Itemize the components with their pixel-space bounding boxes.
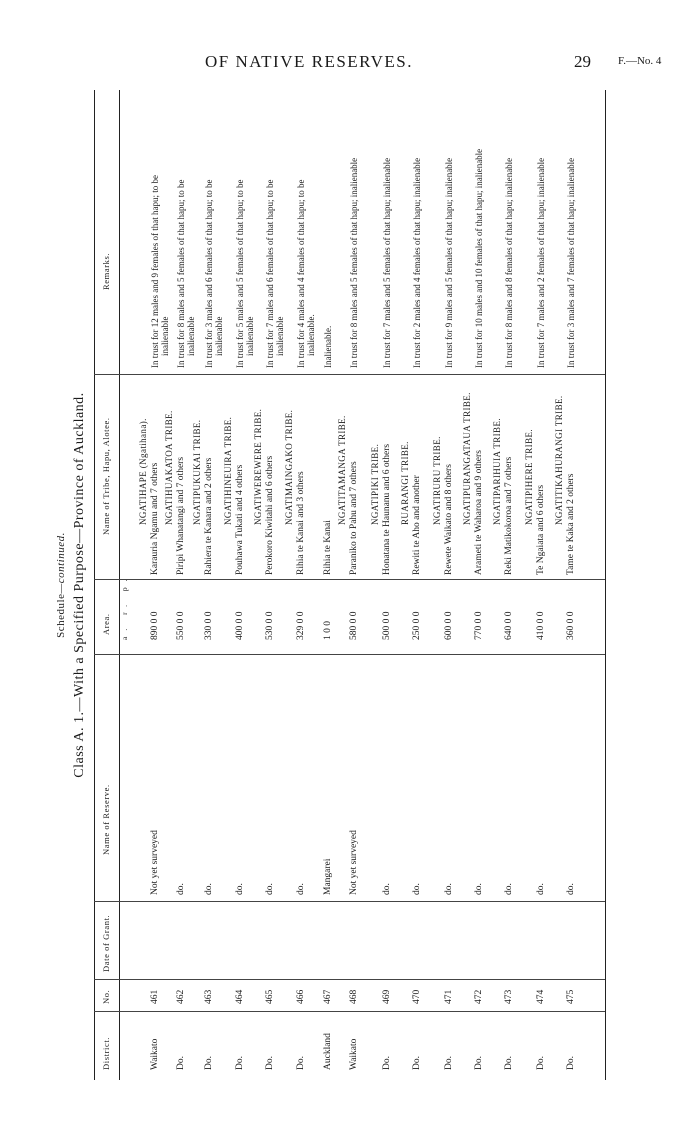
cell-allotee: Rewete Waikato and 8 others	[444, 464, 454, 575]
cell-allotee: Tame te Kaka and 2 others	[566, 473, 576, 575]
cell-district: Waikato	[349, 1038, 359, 1070]
cell-remarks: In trust for 2 males and 4 females of that hapu; inalienable	[412, 157, 422, 368]
cell-reserve: do.	[235, 883, 245, 895]
cell-no: 464	[235, 989, 245, 1004]
cell-remarks: In trust for 5 males and 5 females of that hapu; to be	[235, 179, 245, 368]
cell-reserve: Not yet surveyed	[349, 830, 359, 895]
cell-area: 400 0 0	[235, 611, 245, 640]
table-bottom-rule	[605, 90, 606, 1080]
header-no: No.	[101, 989, 111, 1004]
cell-tribe-name: RUARANGI TRIBE.	[400, 441, 410, 525]
cell-tribe-name: NGATIPIKI TRIBE.	[370, 443, 380, 525]
cell-district: Do.	[474, 1056, 484, 1070]
cell-tribe-name: NGATIPARIHUIA TRIBE.	[492, 417, 502, 525]
cell-district: Do.	[536, 1056, 546, 1070]
cell-area: 250 0 0	[412, 611, 422, 640]
cell-district: Do.	[382, 1056, 392, 1070]
cell-no: 475	[566, 989, 576, 1004]
cell-remarks: In trust for 10 males and 10 females of that hapu; inalienable	[474, 148, 484, 368]
cell-district: Do.	[296, 1056, 306, 1070]
header-remarks: Remarks.	[101, 252, 111, 290]
cell-no: 471	[444, 989, 454, 1004]
cell-remarks: In trust for 3 males and 7 females of that hapu; inalienable	[566, 157, 576, 368]
table-row	[192, 90, 222, 1080]
cell-tribe-name: NGATIHUAKATOA TRIBE.	[164, 410, 174, 525]
cell-allotee: Te Ngaiata and 6 others	[536, 484, 546, 575]
table-row	[164, 90, 194, 1080]
cell-no: 468	[349, 989, 359, 1004]
cell-remarks: In trust for 12 males and 9 females of that hapu; to be	[150, 175, 160, 368]
cell-remarks: Inalienable.	[323, 325, 333, 368]
cell-district: Do.	[235, 1056, 245, 1070]
cell-allotee: Rahiera te Kanara and 2 others	[204, 457, 214, 575]
cell-area: 330 0 0	[204, 611, 214, 640]
header-tribe: Name of Tribe, Hapu, Alotee.	[101, 417, 111, 535]
table-row	[524, 90, 554, 1080]
cell-no: 465	[265, 989, 275, 1004]
cell-reserve: do.	[504, 883, 514, 895]
cell-no: 467	[323, 989, 333, 1004]
cell-no: 463	[204, 989, 214, 1004]
cell-remarks: In trust for 8 males and 5 females of that hapu; inalienable	[349, 157, 359, 368]
cell-reserve: do.	[382, 883, 392, 895]
cell-reserve: do.	[412, 883, 422, 895]
cell-area: 530 0 0	[265, 611, 275, 640]
cell-allotee: Paraniko to Pahu and 7 others	[349, 461, 359, 575]
cell-reserve: do.	[265, 883, 275, 895]
rotated-schedule	[55, 90, 610, 1080]
cell-tribe-name: NGATIWEREWERE TRIBE.	[253, 408, 263, 525]
cell-tribe-name: NGATIPIHERE TRIBE.	[524, 428, 534, 525]
table-row	[223, 90, 253, 1080]
table-row	[370, 90, 400, 1080]
cell-reserve: do.	[204, 883, 214, 895]
cell-area: 329 0 0	[296, 611, 306, 640]
cell-remarks: In trust for 9 males and 5 females of that hapu; inalienable	[444, 157, 454, 368]
page-header	[0, 52, 700, 76]
cell-allotee: Pouhawa Tukati and 4 others	[235, 464, 245, 575]
cell-area: 1 0 0	[323, 621, 333, 640]
cell-tribe-name: NGATITIKAHURANGI TRIBE.	[554, 395, 564, 525]
schedule-title-plain: Schedule	[55, 593, 67, 638]
cell-no: 474	[536, 989, 546, 1004]
cell-tribe-name: NGATIHAPE (Ngatihana).	[138, 418, 148, 525]
cell-area: 890 0 0	[150, 611, 160, 640]
cell-allotee: Karauria Ngamu and 7 others	[150, 462, 160, 575]
cell-allotee: Honatana te Haunanu and 6 others	[382, 443, 392, 575]
cell-remarks-cont: inalienable	[160, 316, 170, 356]
cell-allotee: Piripi Whanatangi and 7 others	[176, 456, 186, 575]
cell-no: 462	[176, 989, 186, 1004]
header-date-of-grant: Date of Grant.	[101, 914, 111, 972]
cell-remarks: In trust for 8 males and 8 females of that hapu; inalienable	[504, 157, 514, 368]
cell-reserve: do.	[566, 883, 576, 895]
schedule-table	[94, 90, 606, 1080]
schedule-title	[55, 90, 67, 1080]
cell-area: 600 0 0	[444, 611, 454, 640]
cell-area: 580 0 0	[349, 611, 359, 640]
cell-reserve: Mangarei	[323, 858, 333, 895]
cell-allotee: Arameti te Waharoa and 9 others	[474, 450, 484, 575]
cell-district: Do.	[265, 1056, 275, 1070]
paper-reference: F.—No. 4	[618, 55, 662, 67]
cell-area: 640 0 0	[504, 611, 514, 640]
cell-district: Waikato	[150, 1038, 160, 1070]
cell-district: Do.	[444, 1056, 454, 1070]
cell-remarks: In trust for 7 males and 5 females of that hapu; inalienable	[382, 157, 392, 368]
cell-no: 461	[150, 989, 160, 1004]
cell-reserve: do.	[474, 883, 484, 895]
cell-district: Do.	[176, 1056, 186, 1070]
cell-district: Do.	[566, 1056, 576, 1070]
cell-district: Auckland	[323, 1033, 333, 1070]
cell-remarks: In trust for 8 males and 5 females of that hapu; to be	[176, 179, 186, 368]
table-row	[400, 90, 430, 1080]
cell-remarks: In trust for 7 males and 6 females of that hapu; to be	[265, 179, 275, 368]
table-row	[253, 90, 283, 1080]
cell-remarks: In trust for 3 males and 6 females of that hapu; to be	[204, 179, 214, 368]
cell-no: 470	[412, 989, 422, 1004]
table-row	[462, 90, 492, 1080]
cell-remarks-cont: inalienable	[214, 316, 224, 356]
cell-district: Do.	[204, 1056, 214, 1070]
header-area: Area.	[101, 613, 111, 635]
table-row	[492, 90, 522, 1080]
cell-allotee: Reki Matikokoroa and 7 others	[504, 456, 514, 575]
cell-reserve: do.	[444, 883, 454, 895]
cell-tribe-name: NGATIPUKUKAI TRIBE.	[192, 419, 202, 525]
cell-reserve: Not yet surveyed	[150, 830, 160, 895]
table-row	[554, 90, 584, 1080]
cell-reserve: do.	[176, 883, 186, 895]
cell-no: 466	[296, 989, 306, 1004]
class-title: Class A. 1.—With a Specified Purpose—Province of Auckland.	[72, 392, 87, 778]
schedule-title-italic: —continued.	[55, 532, 67, 594]
cell-remarks-cont: inalienable	[186, 316, 196, 356]
table-row	[284, 90, 314, 1080]
header-district: District.	[101, 1036, 111, 1070]
running-title: OF NATIVE RESERVES.	[205, 52, 414, 71]
page-number: 29	[574, 52, 591, 71]
table-row	[337, 90, 367, 1080]
cell-tribe-name: NGATIRURU TRIBE.	[432, 436, 442, 525]
cell-area: 360 0 0	[566, 611, 576, 640]
cell-reserve: do.	[536, 883, 546, 895]
cell-remarks: In trust for 4 males and 4 females of that hapu; to be	[296, 179, 306, 368]
cell-allotee: Rihia te Kanai	[323, 520, 333, 575]
cell-no: 472	[474, 989, 484, 1004]
cell-remarks-cont: inalienable.	[306, 314, 316, 356]
cell-reserve: do.	[296, 883, 306, 895]
header-name-of-reserve: Name of Reserve.	[101, 784, 111, 855]
cell-district: Do.	[504, 1056, 514, 1070]
cell-area: 410 0 0	[536, 611, 546, 640]
cell-area: 550 0 0	[176, 611, 186, 640]
cell-no: 473	[504, 989, 514, 1004]
cell-remarks-cont: inalienable	[245, 316, 255, 356]
cell-allotee: Rihia te Kanai and 3 others	[296, 471, 306, 575]
cell-area: 500 0 0	[382, 611, 392, 640]
area-units: a. r. p.	[120, 573, 129, 640]
cell-tribe-name: NGATIHINEUIRA TRIBE.	[223, 416, 233, 525]
cell-remarks-cont: inalienable	[275, 316, 285, 356]
cell-allotee: Rewiti te Aho and another	[412, 475, 422, 575]
cell-remarks: In trust for 7 males and 2 females of that hapu; inalienable	[536, 157, 546, 368]
cell-no: 469	[382, 989, 392, 1004]
cell-tribe-name: NGATITAMANGA TRIBE.	[337, 415, 347, 525]
cell-allotee: Perokoro Kiwitahi and 6 others	[265, 455, 275, 575]
cell-area: 770 0 0	[474, 611, 484, 640]
cell-district: Do.	[412, 1056, 422, 1070]
cell-tribe-name: NGATIMAINGAKO TRIBE.	[284, 409, 294, 525]
cell-tribe-name: NGATIPURANGATAUA TRIBE.	[462, 392, 472, 525]
table-header	[94, 90, 120, 1080]
table-row	[432, 90, 462, 1080]
